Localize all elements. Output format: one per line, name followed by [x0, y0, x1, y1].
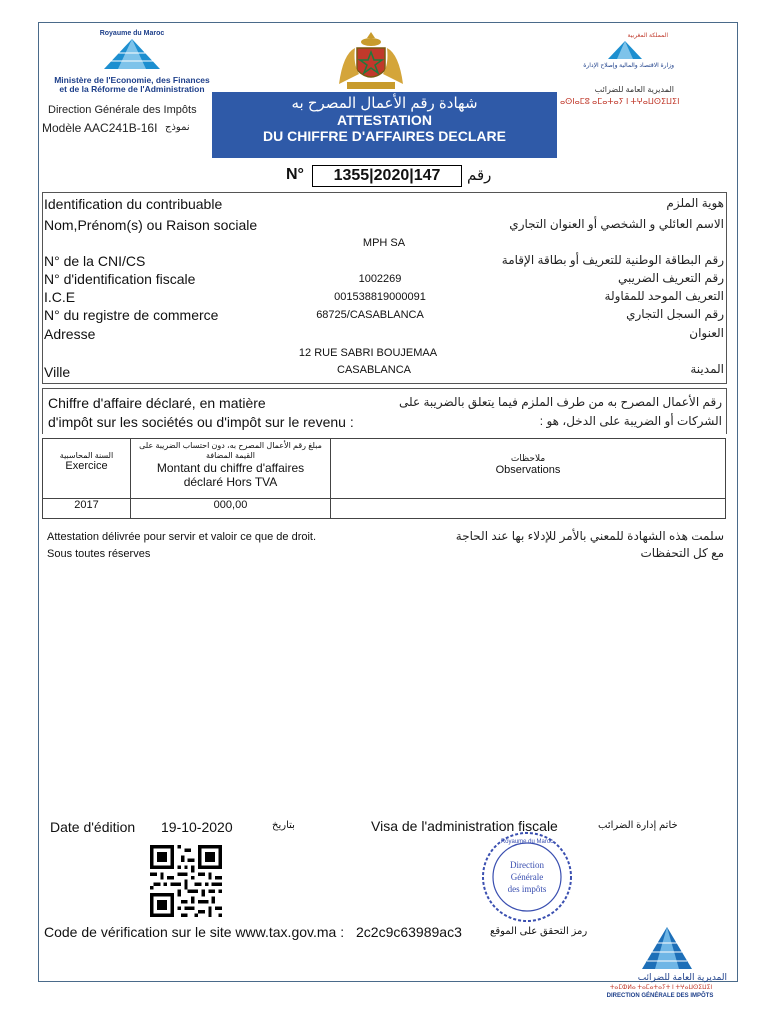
dgi-logo-icon — [638, 925, 696, 971]
ice-label: I.C.E — [44, 289, 76, 305]
right-tifinagh: ⴰⵙⵏⴰⵎⵓ ⴰⵎⴰⵜⴰⵢ ⵏ ⵜⵖⴰⵡⵙⵉⵡⵉⵏ — [560, 97, 680, 106]
stamp-line-3: des impôts — [507, 884, 547, 894]
attestation-number: 1355|2020|147 — [312, 165, 462, 187]
stamp-ring-text: Royaume du Maroc — [500, 839, 554, 845]
row-observation — [331, 499, 726, 519]
bottom-dgi-ar: المديرية العامة للضرائب — [637, 972, 727, 982]
col-observations-ar: ملاحظات — [510, 453, 546, 463]
title-banner — [212, 92, 557, 158]
title-fr-2: DU CHIFFRE D'AFFAIRES DECLARE — [263, 128, 506, 144]
city-label: Ville — [44, 364, 71, 380]
col-amount-fr-1: Montant du chiffre d'affaires — [156, 461, 305, 475]
row-amount: 000,00 — [131, 499, 331, 519]
statement-ar-1: سلمت هذه الشهادة للمعني بالأمر للإدلاء بها عند الحاجة — [455, 529, 724, 543]
right-directorate-ar: المديرية العامة للضرائب — [594, 85, 674, 94]
title-ar: شهادة رقم الأعمال المصرح به — [291, 95, 478, 112]
fiscal-id-label: N° d'identification fiscale — [44, 271, 196, 287]
table-header-row — [43, 439, 726, 499]
cni-label-ar: رقم البطاقة الوطنية للتعريف أو بطاقة الإقامة — [501, 253, 724, 267]
statement-ar-2: مع كل التحفظات — [640, 546, 724, 560]
city-label-ar: المدينة — [690, 362, 724, 376]
number-ar: رقم — [467, 167, 492, 184]
col-amount-fr-2: déclaré Hors TVA — [183, 475, 278, 489]
fiscal-id-value: 1002269 — [358, 273, 402, 285]
title-fr-1: ATTESTATION — [337, 112, 432, 128]
qr-code-icon — [150, 845, 222, 917]
verification-label: Code de vérification sur le site www.tax.gov.ma : — [44, 924, 345, 940]
declared-fr-1: Chiffre d'affaire déclaré, en matière — [48, 395, 266, 411]
date-value: 19-10-2020 — [161, 819, 233, 835]
visa-label: Visa de l'administration fiscale — [371, 818, 558, 834]
rc-label: N° du registre de commerce — [44, 307, 219, 323]
number-prefix: N° — [286, 166, 304, 183]
bottom-dgi-tifinagh: ⵜⴰⵎⵀⵍⴰ ⵜⴰⵎⴰⵜⴰⵢⵜ ⵏ ⵜⵖⴰⵡⵙⵉⵡⵉⵏ — [609, 985, 713, 991]
declared-amount-table — [42, 438, 726, 519]
col-exercice-fr: Exercice — [65, 460, 108, 472]
ice-label-ar: التعريف الموحد للمقاولة — [604, 289, 724, 303]
row-year: 2017 — [43, 499, 131, 519]
visa-label-ar: خاتم إدارة الضرائب — [598, 820, 678, 831]
statement-fr-1: Attestation délivrée pour servir et valoir ce que de droit. — [47, 531, 317, 543]
right-logo-ar-2: وزارة الاقتصاد والمالية وإصلاح الإدارة — [583, 63, 674, 69]
cni-label: N° de la CNI/CS — [44, 253, 146, 269]
rc-value: 68725/CASABLANCA — [316, 309, 424, 321]
tax-stamp-icon — [480, 830, 574, 924]
name-label: Nom,Prénom(s) ou Raison sociale — [44, 217, 258, 233]
stamp-line-2: Générale — [510, 872, 544, 882]
verification-ar: رمز التحقق على الموقع — [490, 926, 588, 937]
table-row — [43, 499, 726, 519]
model-code-ar: نموذج — [165, 122, 190, 133]
col-amount-header — [131, 439, 331, 499]
ministry-pyramid-icon — [52, 37, 212, 71]
col-exercice-header — [43, 439, 131, 499]
directorate-label: Direction Générale des Impôts — [48, 104, 197, 116]
name-label-ar: الاسم العائلي و الشخصي أو العنوان التجاري — [509, 217, 724, 231]
date-label: Date d'édition — [50, 819, 136, 835]
identification-title-ar: هوية الملزم — [666, 196, 724, 210]
model-code: Modèle AAC241B-16I — [42, 121, 158, 135]
ministry-logo-block — [52, 30, 212, 94]
address-label-ar: العنوان — [689, 326, 724, 340]
ice-value: 001538819000091 — [334, 291, 426, 303]
statement-fr-2: Sous toutes réserves — [47, 548, 151, 560]
declared-ar-1: رقم الأعمال المصرح به من طرف الملزم فيما يتعلق بالضريبة على — [399, 395, 722, 409]
address-value: 12 RUE SABRI BOUJEMAA — [298, 347, 438, 359]
right-logo-ar-1: المملكة المغربية — [627, 33, 668, 39]
address-label: Adresse — [44, 326, 96, 342]
bottom-dgi-fr: DIRECTION GÉNÉRALE DES IMPÔTS — [606, 993, 714, 999]
rc-label-ar: رقم السجل التجاري — [626, 307, 724, 321]
kingdom-label: Royaume du Maroc — [99, 30, 165, 37]
fiscal-id-label-ar: رقم التعريف الضريبي — [618, 271, 724, 285]
stamp-line-1: Direction — [510, 860, 544, 870]
name-value: MPH SA — [362, 237, 406, 249]
declared-fr-2: d'impôt sur les sociétés ou d'impôt sur le revenu : — [48, 414, 354, 430]
ministry-line-2: et de la Réforme de l'Administration — [59, 84, 205, 94]
identification-title: Identification du contribuable — [44, 196, 223, 212]
col-observations-fr: Observations — [495, 464, 561, 476]
col-observations-header — [331, 439, 726, 499]
date-ar: بتاريخ — [272, 820, 295, 831]
col-amount-ar: مبلغ رقم الأعمال المصرح به، دون احتساب الضريبة على القيمة المضافة — [139, 441, 322, 460]
coat-of-arms-icon — [333, 28, 409, 92]
declared-ar-2: الشركات أو الضريبة على الدخل، هو : — [539, 414, 722, 428]
ministry-line-1: Ministère de l'Economie, des Finances — [54, 75, 210, 85]
verification-code: 2c2c9c63989ac3 — [356, 924, 462, 940]
city-value: CASABLANCA — [337, 364, 411, 376]
right-ministry-pyramid-icon — [600, 40, 650, 60]
col-exercice-ar: السنة المحاسبية — [59, 451, 114, 460]
